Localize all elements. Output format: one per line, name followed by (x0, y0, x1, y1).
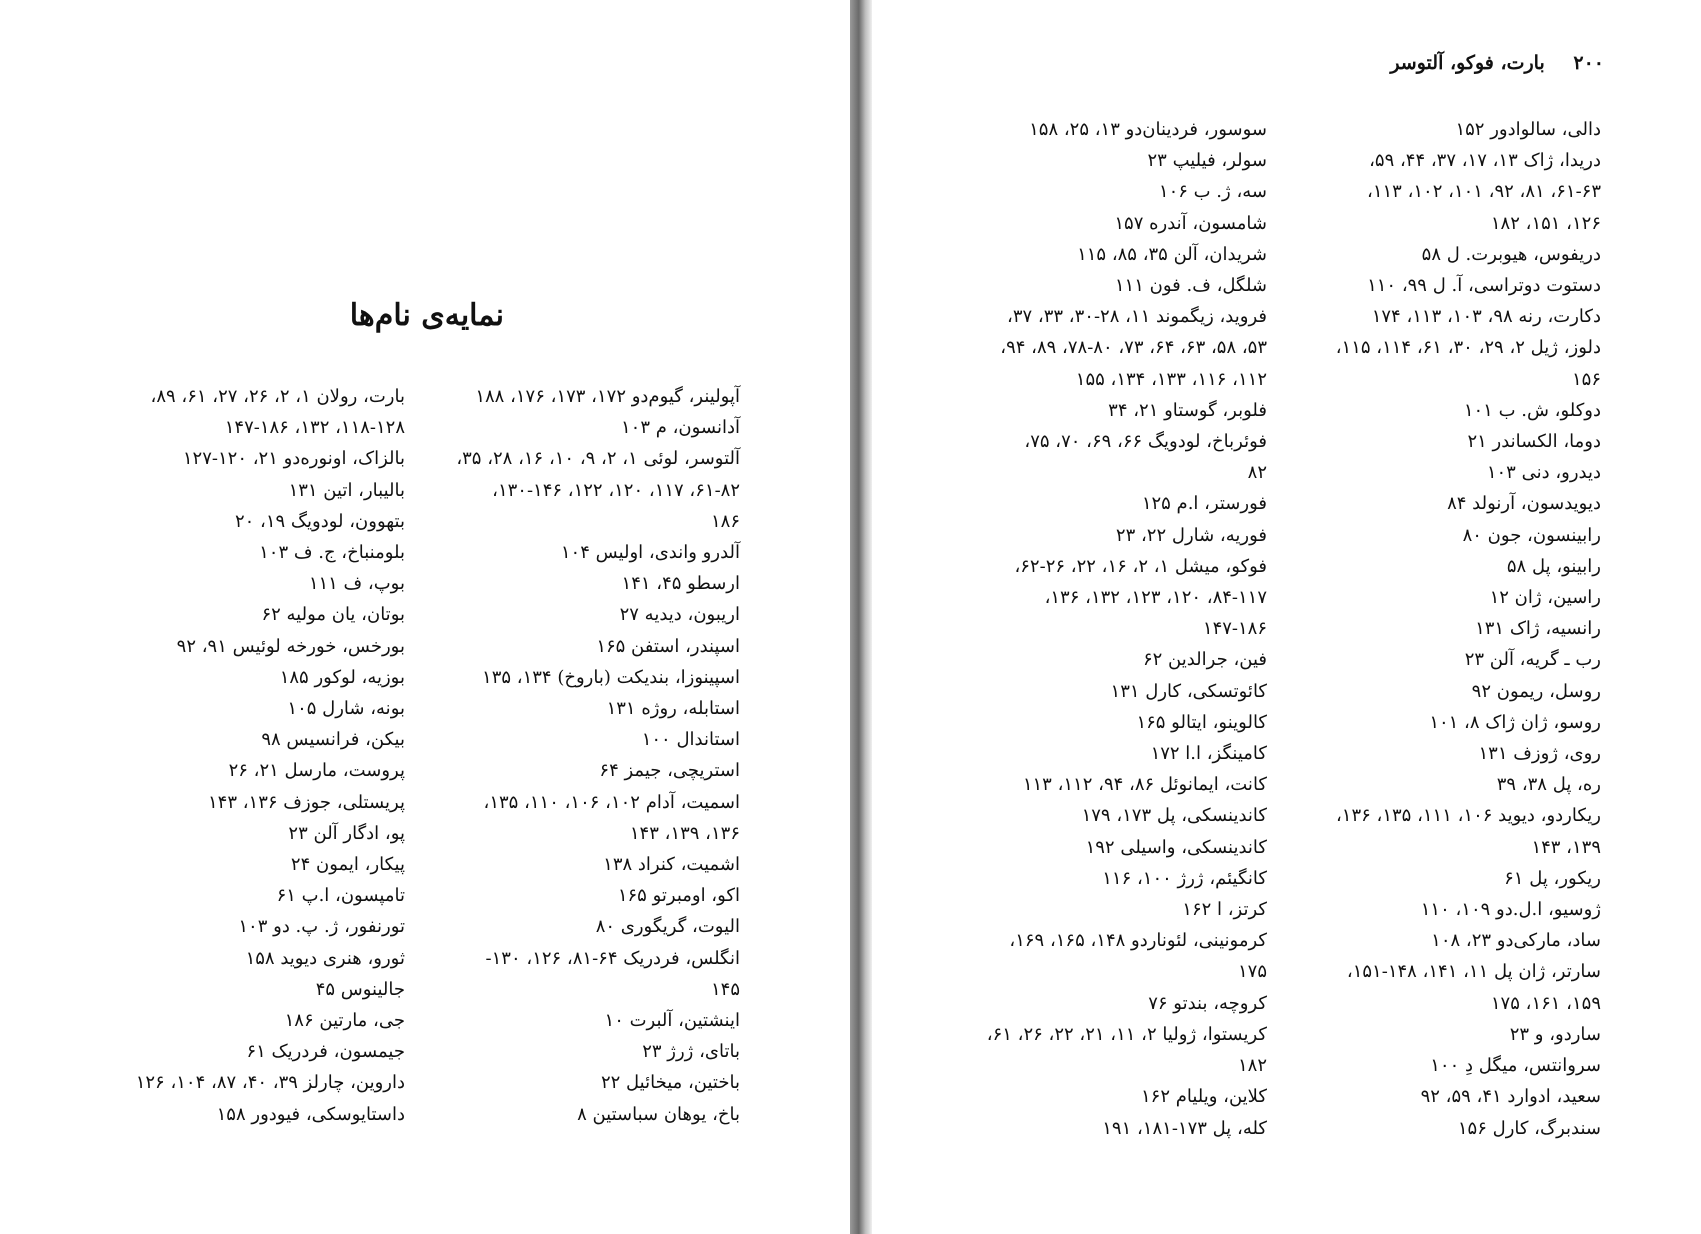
index-entry: دوکلو، ش. ب ۱۰۱ (1463, 399, 1601, 421)
index-entry: کلاین، ویلیام ۱۶۲ (1140, 1086, 1267, 1108)
index-entry: دلوز، ژیل ۲، ۲۹، ۳۰، ۶۱، ۱۱۴، ۱۱۵، (1335, 337, 1601, 359)
index-entry: جیمسون، فردریک ۶۱ (246, 1041, 405, 1063)
index-entry: پریستلی، جوزف ۱۳۶، ۱۴۳ (208, 791, 405, 813)
index-entry: رانسیه، ژاک ۱۳۱ (1475, 618, 1601, 640)
index-entry: کریستوا، ژولیا ۲، ۱۱، ۲۱، ۲۲، ۲۶، ۶۱، (986, 1023, 1267, 1045)
index-entry: دالی، سالوادور ۱۵۲ (1455, 119, 1601, 140)
index-entry: دریفوس، هیوبرت. ل ۵۸ (1421, 243, 1601, 265)
left-page (0, 0, 850, 1234)
index-entry: ره، پل ۳۸، ۳۹ (1496, 774, 1601, 796)
index-entry: ۱۷۵ (1237, 961, 1267, 983)
index-entry: پیکار، ایمون ۲۴ (290, 854, 405, 876)
index-entry: سعید، ادوارد ۴۱، ۵۹، ۹۲ (1420, 1086, 1601, 1108)
index-entry: پروست، مارسل ۲۱، ۲۶ (228, 760, 405, 782)
index-entry: اریبون، دیدیه ۲۷ (619, 604, 740, 626)
index-entry: سه، ژ. ب ۱۰۶ (1158, 181, 1267, 203)
index-entry: ۶۱-۶۳، ۸۱، ۹۲، ۱۰۱، ۱۰۲، ۱۱۳، (1367, 181, 1601, 203)
index-entry: باتای، ژرژ ۲۳ (642, 1041, 740, 1063)
index-entry: شلگل، ف. فون ۱۱۱ (1114, 275, 1267, 297)
index-entry: ۱۸۶ (710, 510, 740, 532)
index-entry: داروین، چارلز ۳۹، ۴۰، ۸۷، ۱۰۴، ۱۲۶ (135, 1072, 405, 1094)
index-entry: ۱۳۹، ۱۴۳ (1531, 836, 1601, 858)
index-entry: باخ، یوهان سباستین ۸ (577, 1103, 740, 1125)
index-entry: بونه، شارل ۱۰۵ (287, 698, 405, 720)
index-entry: اکو، اومبرتو ۱۶۵ (617, 885, 740, 907)
index-entry: ۶۱-۸۲، ۱۱۷، ۱۲۰، ۱۲۲، ۱۳۰-۱۴۶، (492, 479, 740, 501)
index-entry: بوپ، ف ۱۱۱ (308, 573, 405, 595)
index-entry: کانگیئم، ژرژ ۱۰۰، ۱۱۶ (1102, 867, 1267, 889)
index-column-right-b (907, 114, 1267, 1144)
index-entry: اشمیت، کنراد ۱۳۸ (603, 854, 740, 876)
index-entry: ۱۴۵ (710, 978, 740, 1000)
index-entry: فوئرباخ، لودویگ ۶۶، ۶۹، ۷۰، ۷۵، (1024, 431, 1267, 453)
index-entry: تورنفور، ژ. پ. دو ۱۰۳ (238, 916, 405, 938)
index-entry: اسپینوزا، بندیکت (باروخ) ۱۳۴، ۱۳۵ (482, 666, 740, 688)
index-entry: بارت، رولان ۱، ۲، ۲۶، ۲۷، ۶۱، ۸۹، (150, 386, 405, 407)
index-entry: دریدا، ژاک ۱۳، ۱۷، ۳۷، ۴۴، ۵۹، (1369, 150, 1601, 172)
index-column-left-a (410, 381, 740, 1130)
index-entry: کالوینو، ایتالو ۱۶۵ (1136, 711, 1267, 733)
index-entry: ۱۲۶، ۱۵۱، ۱۸۲ (1490, 212, 1601, 234)
index-entry: دیدرو، دنی ۱۰۳ (1486, 462, 1601, 484)
index-entry: پو، ادگار آلن ۲۳ (288, 822, 405, 844)
index-entry: آلدرو واندی، اولیس ۱۰۴ (560, 542, 740, 564)
index-entry: ثورو، هنری دیوید ۱۵۸ (245, 947, 405, 969)
index-entry: شریدان، آلن ۳۵، ۸۵، ۱۱۵ (1077, 243, 1267, 265)
index-entry: فلوبر، گوستاو ۲۱، ۳۴ (1108, 399, 1267, 421)
index-entry: بتهوون، لودویگ ۱۹، ۲۰ (234, 510, 405, 532)
index-entry: روی، ژوزف ۱۳۱ (1478, 743, 1601, 765)
index-entry: روسل، ریمون ۹۲ (1471, 680, 1601, 702)
index-entry: کاندینسکی، پل ۱۷۳، ۱۷۹ (1081, 805, 1267, 827)
index-entry: فورستر، ا.م ۱۲۵ (1141, 493, 1267, 515)
index-entry: کامینگز، ا.ا ۱۷۲ (1150, 743, 1267, 765)
index-entry: فین، جرالدین ۶۲ (1142, 649, 1267, 671)
index-entry: ۱۴۷-۱۸۶ (1202, 618, 1267, 640)
index-entry: اینشتین، آلبرت ۱۰ (604, 1010, 740, 1032)
index-entry: بوتان، یان مولیه ۶۲ (261, 604, 405, 626)
index-entry: داستایوسکی، فیودور ۱۵۸ (216, 1103, 405, 1125)
index-entry: بالزاک، اونوره‌دو ۲۱، ۱۲۰-۱۲۷ (182, 448, 405, 470)
index-entry: شامسون، آندره ۱۵۷ (1114, 212, 1267, 234)
index-entry: اسمیت، آدام ۱۰۲، ۱۰۶، ۱۱۰، ۱۳۵، (483, 791, 740, 813)
book-gutter (850, 0, 872, 1234)
index-entry: کروچه، بندتو ۷۶ (1148, 992, 1267, 1014)
index-entry: سروانتس، میگل دِ ۱۰۰ (1430, 1055, 1601, 1077)
index-entry: سولر، فیلیپ ۲۳ (1147, 150, 1267, 172)
index-entry: ژوسیو، ا.ل.دو ۱۰۹، ۱۱۰ (1420, 899, 1601, 921)
index-entry: باختین، میخائیل ۲۲ (600, 1072, 740, 1094)
index-entry: بالیبار، اتین ۱۳۱ (288, 479, 405, 501)
index-entry: فوکو، میشل ۱، ۲، ۱۶، ۲۲، ۲۶-۶۲، (1014, 555, 1267, 577)
index-entry: دوما، الکساندر ۲۱ (1467, 431, 1601, 453)
index-entry: سوسور، فردینان‌دو ۱۳، ۲۵، ۱۵۸ (1029, 119, 1267, 140)
index-entry: تامپسون، ا.پ ۶۱ (276, 885, 405, 907)
running-title: بارت، فوکو، آلتوسر (1390, 52, 1545, 74)
index-entry: ۵۳، ۵۸، ۶۳، ۶۴، ۷۳، ۷۸-۸۰، ۸۹، ۹۴، (1000, 337, 1267, 359)
index-entry: روسو، ژان ژاک ۸، ۱۰۱ (1429, 711, 1601, 733)
index-entry: سندبرگ، کارل ۱۵۶ (1457, 1117, 1601, 1139)
index-column-left-b (65, 381, 405, 1130)
index-entry: ۱۱۲، ۱۱۶، ۱۳۳، ۱۳۴، ۱۵۵ (1075, 368, 1267, 390)
index-entry: ریکاردو، دیوید ۱۰۶، ۱۱۱، ۱۳۵، ۱۳۶، (1335, 805, 1601, 827)
index-entry: سارتر، ژان پل ۱۱، ۱۴۱، ۱۴۸-۱۵۱، (1346, 961, 1601, 983)
index-entry: ۱۳۶، ۱۳۹، ۱۴۳ (629, 822, 740, 844)
index-entry: ۱۱۸-۱۲۸، ۱۳۲، ۱۴۷-۱۸۶ (224, 417, 405, 439)
index-entry: کائوتسکی، کارل ۱۳۱ (1110, 680, 1267, 702)
running-head (1390, 52, 1604, 74)
index-entry: بوزیه، لوکور ۱۸۵ (279, 666, 405, 688)
index-entry: اسپندر، استفن ۱۶۵ (596, 635, 740, 657)
index-entry: انگلس، فردریک ۶۴-۸۱، ۱۲۶، ۱۳۰- (485, 947, 740, 969)
index-entry: ۱۵۶ (1571, 368, 1601, 390)
index-entry: استابله، روژه ۱۳۱ (606, 698, 740, 720)
index-entry: دکارت، رنه ۹۸، ۱۰۳، ۱۱۳، ۱۷۴ (1371, 306, 1601, 328)
index-entry: استاندال ۱۰۰ (641, 729, 740, 751)
index-entry: استریچی، جیمز ۶۴ (599, 760, 740, 782)
index-entry: آدانسون، م ۱۰۳ (620, 417, 740, 439)
index-entry: دستوت دوتراسی، آ. ل ۹۹، ۱۱۰ (1367, 275, 1601, 297)
index-entry: رابینو، پل ۵۸ (1506, 555, 1601, 577)
index-entry: ساد، مارکی‌دو ۲۳، ۱۰۸ (1431, 930, 1601, 952)
index-entry: ۸۲ (1247, 462, 1267, 484)
index-entry: کانت، ایمانوئل ۸۶، ۹۴، ۱۱۲، ۱۱۳ (1022, 774, 1267, 796)
index-entry: کرمونینی، لئوناردو ۱۴۸، ۱۶۵، ۱۶۹، (1009, 930, 1267, 952)
index-entry: ۱۸۲ (1237, 1055, 1267, 1077)
index-entry: کاندینسکی، واسیلی ۱۹۲ (1085, 836, 1267, 858)
index-entry: ریکور، پل ۶۱ (1504, 867, 1601, 889)
index-entry: جالینوس ۴۵ (315, 978, 405, 1000)
index-entry: بورخس، خورخه لوئیس ۹۱، ۹۲ (176, 635, 405, 657)
index-entry: رب ـ گریه، آلن ۲۳ (1464, 649, 1601, 671)
index-entry: ۸۴-۱۱۷، ۱۲۰، ۱۲۳، ۱۳۲، ۱۳۶، (1044, 587, 1267, 609)
index-entry: ارسطو ۴۵، ۱۴۱ (621, 573, 740, 595)
index-entry: کرتز، ا ۱۶۲ (1182, 899, 1267, 921)
index-entry: الیوت، گریگوری ۸۰ (595, 916, 740, 938)
index-entry: دیویدسون، آرنولد ۸۴ (1447, 493, 1601, 515)
index-entry: آلتوسر، لوئی ۱، ۲، ۹، ۱۰، ۱۶، ۲۸، ۳۵، (456, 448, 740, 470)
index-entry: کله، پل ۱۷۳-۱۸۱، ۱۹۱ (1102, 1117, 1267, 1139)
right-page (872, 0, 1701, 1234)
index-title: نمایه‌ی نام‌ها (349, 298, 504, 333)
index-entry: فوریه، شارل ۲۲، ۲۳ (1115, 524, 1267, 546)
index-entry: ۱۵۹، ۱۶۱، ۱۷۵ (1490, 992, 1601, 1014)
index-entry: رابینسون، جون ۸۰ (1462, 524, 1601, 546)
index-column-right-a (1271, 114, 1601, 1144)
index-entry: راسین، ژان ۱۲ (1489, 587, 1601, 609)
index-entry: فروید، زیگموند ۱۱، ۲۸-۳۰، ۳۳، ۳۷، (1007, 306, 1267, 328)
index-entry: بیکن، فرانسیس ۹۸ (261, 729, 405, 751)
index-entry: آپولینر، گیوم‌دو ۱۷۲، ۱۷۳، ۱۷۶، ۱۸۸ (475, 386, 740, 407)
index-entry: بلومنباخ، ج. ف ۱۰۳ (259, 542, 405, 564)
index-entry: جی، مارتین ۱۸۶ (284, 1010, 405, 1032)
index-entry: ساردو، و ۲۳ (1509, 1023, 1601, 1045)
page-number: ۲۰۰ (1573, 52, 1604, 74)
